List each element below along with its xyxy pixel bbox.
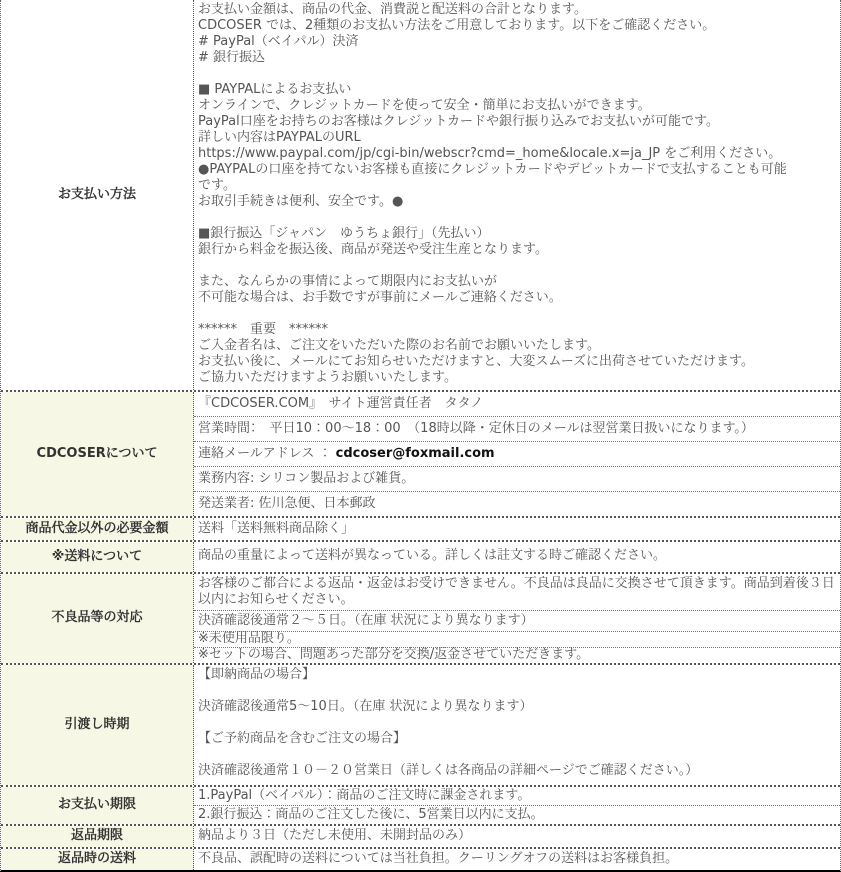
text-line [198, 715, 836, 731]
row-payment-method [1, 0, 840, 390]
row-content-shipping-note [194, 542, 840, 572]
text-line: オンラインで、クレジットカードを使って安全・簡単にお支払いができます。 [198, 98, 651, 113]
content-subrow [194, 787, 840, 806]
subrow-text: 営業時間： 平日10：00～18：00 （18時以降・定休日のメールは翌営業日扱いになります。） [198, 421, 754, 436]
text-block [194, 665, 840, 785]
text-line [198, 258, 836, 274]
subrow-text: 2.銀行振込：商品のご注文した後に、5営業日以内に支払。 [198, 807, 544, 822]
row-content-return-deadline [194, 826, 840, 847]
text-line: また、なんらかの事情によって期限内にお支払いが [198, 274, 498, 289]
content-subrow [194, 467, 840, 492]
row-payment-deadline [1, 785, 840, 824]
text-line: 【即納商品の場合】 [198, 667, 316, 682]
text-line: 不可能な場合は、お手数ですが事前にメールご連絡ください。 [198, 290, 562, 305]
text-line: 決済確認後通常１０－２０営業日（詳しくは各商品の詳細ページでご確認ください。） [198, 763, 699, 778]
text-line: CDCOSER では、2種類のお支払い方法をご用意しております。以下をご確認ください。 [198, 18, 716, 33]
text-line: ****** 重要 ****** [198, 322, 329, 337]
text-line: ●PAYPALの口座を持てないお客様も直接にクレジットカードやデビットカードで支払することも可能 [198, 162, 787, 177]
content-subrow [194, 442, 840, 467]
content-subrow [194, 518, 840, 540]
subrow-text: 商品の重量によって送料が異なっている。詳しくは註文する時ご確認ください。 [198, 548, 667, 563]
text-line: です。 [198, 178, 236, 193]
subrow-text: 決済確認後通常２～５日。（在庫 状況により異なります） [198, 613, 534, 628]
row-label-payment-deadline: お支払い期限 [1, 787, 194, 824]
subrow-text: ※セットの場合、問題あった部分を交換/返金させていただきます。 [198, 647, 590, 662]
content-subrow [194, 648, 840, 663]
row-content-delivery-time [194, 665, 840, 785]
text-line [198, 747, 836, 763]
text-line: 銀行から料金を振込後、商品が発送や受注生産となります。 [198, 242, 548, 257]
row-content-defective-items [194, 574, 840, 663]
content-subrow [194, 492, 840, 516]
content-subrow [194, 574, 840, 611]
content-subrow [194, 806, 840, 824]
subrow-text: お客様のご都合による返品・返金はお受けできません。不良品は良品に交換させて頂きます。商品到着後３日以内にお知らせください。 [198, 576, 835, 607]
content-subrow [194, 611, 840, 632]
text-line: ■ PAYPALによるお支払い [198, 82, 352, 97]
row-label-delivery-time: 引渡し時期 [1, 665, 194, 785]
content-subrow [194, 417, 840, 442]
text-line [198, 66, 836, 82]
text-block [194, 0, 840, 390]
subrow-text: 不良品、誤配時の送料については当社負担。クーリングオフの送料はお客様負担。 [198, 850, 679, 866]
subrow-text: 送料「送料無料商品除く」 [198, 521, 355, 536]
subrow-text: 業務内容: シリコン製品および雑貨。 [198, 471, 415, 486]
subrow-text: 1.PayPal（ベイパル）：商品のご注文時に課金されます。 [198, 788, 531, 803]
row-label-about-cdcoser: CDCOSERについて [1, 392, 194, 516]
subrow-text: 納品より３日（ただし未使用、未開封品のみ） [198, 828, 472, 843]
email-address: cdcoser@foxmail.com [335, 446, 495, 461]
paypal-url: https://www.paypal.com/jp/cgi-bin/webscr?cmd=_home&locale.x=ja_JP をご利用ください。 [198, 146, 782, 161]
content-subrow [194, 826, 840, 846]
content-subrow [194, 849, 840, 869]
text-line: ■銀行振込「ジャパン ゆうちょ銀行」（先払い） [198, 226, 490, 241]
row-content-return-shipping [194, 849, 840, 870]
row-label-payment-method: お支払い方法 [1, 0, 194, 390]
row-label-shipping-note: ※送料について [1, 542, 194, 572]
text-line [198, 683, 836, 699]
text-line: 決済確認後通常5～10日。（在庫 状況により異なります） [198, 699, 533, 714]
text-line: お支払い後に、メールにてお知らせいただけますと、大変スムーズに出荷させていただけます。 [198, 354, 755, 369]
row-label-return-shipping: 返品時の送料 [1, 849, 194, 870]
row-content-extra-fees [194, 518, 840, 540]
text-line: ご協力いただけますようお願いいたします。 [198, 370, 457, 385]
text-line: 【ご予約商品を含むご注文の場合】 [198, 731, 407, 746]
text-line: ご入金者名は、ご注文をいただいた際のお名前でお願いいたします。 [198, 338, 600, 353]
row-extra-fees [1, 516, 840, 540]
content-subrow [194, 542, 840, 572]
row-label-return-deadline: 返品期限 [1, 826, 194, 847]
row-label-defective-items: 不良品等の対応 [1, 574, 194, 663]
text-line: お支払い金額は、商品の代金、消費説と配送料の合計となります。 [198, 2, 587, 17]
row-about-cdcoser [1, 390, 840, 516]
row-return-deadline [1, 824, 840, 847]
row-shipping-note [1, 540, 840, 572]
text-line: # 銀行振込 [198, 50, 266, 65]
row-content-payment-deadline [194, 787, 840, 824]
row-return-shipping [1, 847, 840, 870]
row-content-payment-method [194, 0, 840, 390]
subrow-text: ※未使用品限り。 [198, 631, 300, 646]
subrow-text: 発送業者: 佐川急便、日本郵政 [198, 496, 376, 511]
text-line [198, 306, 836, 322]
row-label-extra-fees: 商品代金以外の必要金額 [1, 518, 194, 540]
content-subrow [194, 632, 840, 648]
subrow-text: 連絡メールアドレス ： [198, 446, 336, 461]
subrow-text: 『CDCOSER.COM』 サイト運営責任者 タタノ [198, 396, 484, 411]
row-content-about-cdcoser [194, 392, 840, 516]
row-defective-items [1, 572, 840, 663]
row-delivery-time [1, 663, 840, 785]
text-line [198, 210, 836, 226]
text-line: お取引手続きは便利、安全です。● [198, 194, 404, 209]
text-line: 詳しい内容はPAYPALのURL [198, 130, 361, 145]
content-subrow [194, 392, 840, 417]
text-line: PayPal口座をお持ちのお客様はクレジットカードや銀行振り込みでお支払いが可能です。 [198, 114, 719, 129]
text-line: # PayPal（ベイパル）決済 [198, 34, 359, 49]
